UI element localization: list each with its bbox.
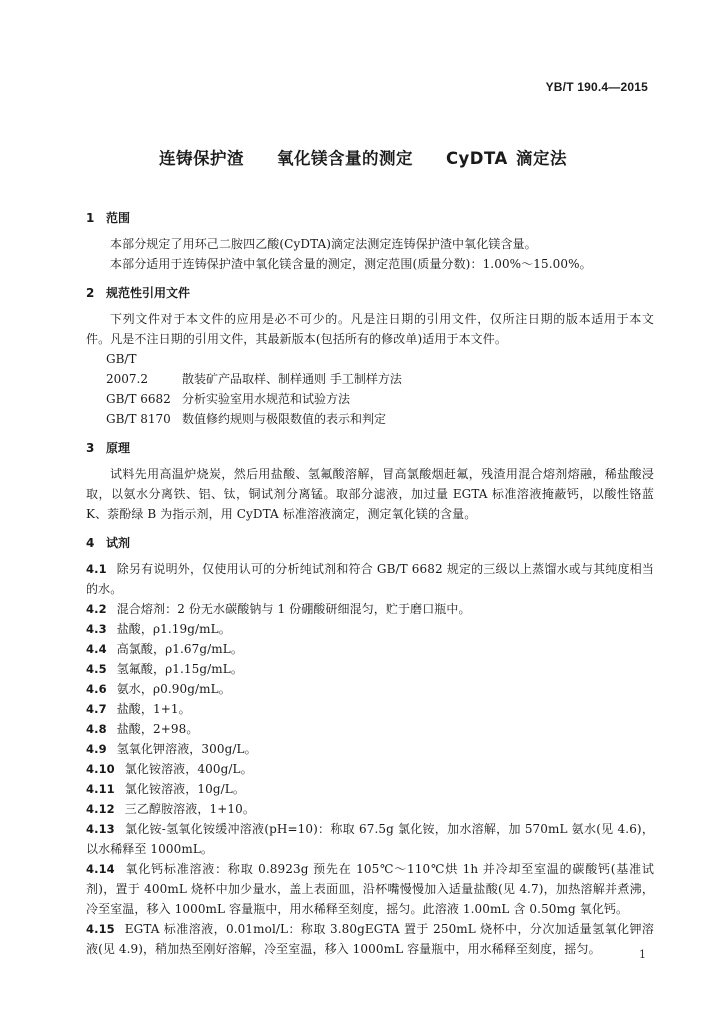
reagent-number: 4.2 [86,602,107,616]
reagent-text: 三乙醇胺溶液，1+10。 [124,802,255,816]
section-title: 规范性引用文件 [106,286,191,300]
principle-paragraph: 试料先用高温炉烧炭，然后用盐酸、氢氟酸溶解，冒高氯酸烟赶氟，残渣用混合熔剂熔融，稀盐酸浸取，以氨水分离铁、铝、钛，铜试剂分离锰。取部分滤液，加过量 EGTA 标准溶液掩蔽钙，以酸性铬蓝 K、萘酚绿 B 为指示剂，用 CyDTA 标准溶液滴定，测定氧化镁的含量。 [86,467,654,521]
reagent-item [86,659,654,679]
reagent-item [86,859,654,919]
reagent-text: 氢氟酸，ρ1.15g/mL。 [116,662,243,676]
section-title: 原理 [106,441,131,455]
section-number: 1 [86,211,95,225]
reagent-number: 4.10 [86,762,115,776]
reagent-item [86,739,654,759]
reagent-text: 盐酸，ρ1.19g/mL。 [116,622,231,636]
reagent-number: 4.13 [86,822,115,836]
reference-name: 分析实验室用水规范和试验方法 [182,392,351,406]
page-number: 1 [639,948,646,961]
reagent-text: 除另有说明外，仅使用认可的分析纯试剂和符合 GB/T 6682 规定的三级以上蒸馏水或与其纯度相当的水。 [86,562,654,596]
reagent-text: 盐酸，1+1。 [116,702,191,716]
reagent-number: 4.6 [86,682,107,696]
section-heading-reagents [86,533,654,554]
reagent-item [86,799,654,819]
scope-paragraph: 本部分适用于连铸保护渣中氧化镁含量的测定，测定范围(质量分数)：1.00%～15.00%。 [110,257,592,271]
reagent-number: 4.11 [86,782,115,796]
reference-code: GB/T 8170 [106,412,171,426]
reference-name: 数值修约规则与极限数值的表示和判定 [182,412,387,426]
reagent-text: 氯化铵-氢氧化铵缓冲溶液(pH=10)：称取 67.5g 氯化铵，加水溶解，加 570mL 氨水(见 4.6)，以水稀释至 1000mL。 [86,822,654,856]
reagent-number: 4.7 [86,702,107,716]
section-heading-scope [86,208,654,229]
document-title: 连铸保护渣 氧化镁含量的测定 CyDTA 滴定法 [158,149,567,168]
reagent-number: 4.15 [86,922,115,936]
reference-item [86,409,654,429]
reagent-number: 4.9 [86,742,107,756]
reagent-item [86,559,654,599]
reference-code: GB/T 2007.2 [106,352,148,386]
reagent-item [86,819,654,859]
reagent-number: 4.5 [86,662,107,676]
reagent-item [86,679,654,699]
reagent-item [86,759,654,779]
section-number: 4 [86,536,95,550]
scope-paragraph: 本部分规定了用环己二胺四乙酸(CyDTA)滴定法测定连铸保护渣中氧化镁含量。 [110,237,537,251]
reagent-number: 4.14 [86,862,115,876]
references-intro: 下列文件对于本文件的应用是必不可少的。凡是注日期的引用文件，仅所注日期的版本适用于本文件。凡是不注日期的引用文件，其最新版本(包括所有的修改单)适用于本文件。 [86,312,654,346]
reagent-text: 氯化铵溶液，400g/L。 [124,762,253,776]
section-title: 范围 [106,211,131,225]
reference-code: GB/T 6682 [106,392,171,406]
section-number: 2 [86,286,95,300]
reagent-number: 4.1 [86,562,107,576]
reagent-text: 混合熔剂：2 份无水碳酸钠与 1 份硼酸研细混匀，贮于磨口瓶中。 [116,602,471,616]
reference-item [86,349,654,389]
reagent-text: EGTA 标准溶液，0.01mol/L：称取 3.80gEGTA 置于 250mL 烧杯中，分次加适量氢氧化钾溶液(见 4.9)，稍加热至刚好溶解，冷至室温，移入 1000mL 容量瓶中，用水稀释至刻度，摇匀。 [86,922,654,956]
section-heading-principle [86,438,654,459]
reagent-item [86,699,654,719]
reagent-text: 盐酸，2+98。 [116,722,199,736]
section-number: 3 [86,441,95,455]
reagent-item [86,919,654,959]
reagent-number: 4.12 [86,802,115,816]
reagent-item [86,779,654,799]
reagent-number: 4.3 [86,622,107,636]
section-title: 试剂 [106,536,131,550]
reagent-text: 氢氧化钾溶液，300g/L。 [116,742,257,756]
reagent-item [86,619,654,639]
reference-name: 散装矿产品取样、制样通则 手工制样方法 [182,372,402,386]
reagent-item [86,719,654,739]
reagent-item [86,639,654,659]
section-heading-references [86,283,654,304]
reagent-item [86,599,654,619]
reagent-text: 氨水，ρ0.90g/mL。 [116,682,231,696]
reagent-text: 氧化钙标准溶液：称取 0.8923g 预先在 105℃～110℃烘 1h 并冷却至室温的碳酸钙(基准试剂)，置于 400mL 烧杯中加少量水，盖上表面皿，沿杯嘴慢慢加入适量盐酸(见 4.7)，加热溶解并煮沸，冷至室温，移入 1000mL 容量瓶中，用水稀释至刻度，摇匀。此溶液 1.00mL 含 0.50mg 氧化钙。 [86,862,654,916]
reagent-text: 高氯酸，ρ1.67g/mL。 [116,642,243,656]
standard-code: YB/T 190.4—2015 [545,80,648,94]
reagent-text: 氯化铵溶液，10g/L。 [124,782,245,796]
reagent-number: 4.4 [86,642,107,656]
document-body [86,208,654,959]
reference-item [86,389,654,409]
reagent-number: 4.8 [86,722,107,736]
